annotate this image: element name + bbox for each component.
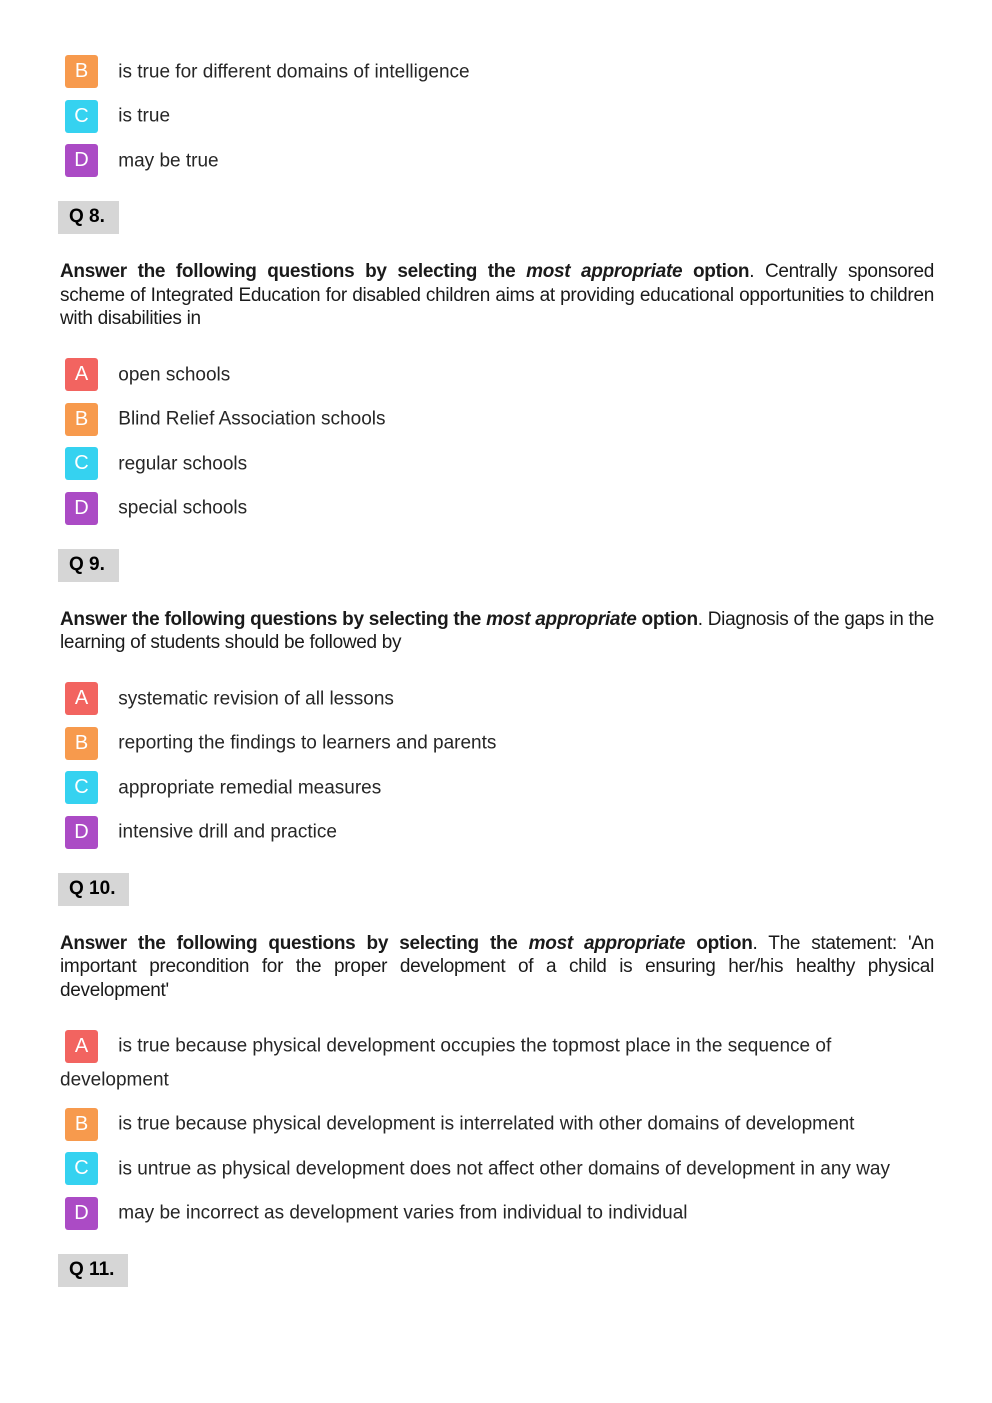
question-intro-bold: option — [693, 261, 750, 283]
option-text: is true because physical development occupies the topmost place in the sequence of development — [60, 1035, 832, 1091]
question-intro-bold: Answer the following questions by selecting the — [60, 261, 516, 283]
option-text: intensive drill and practice — [118, 821, 337, 843]
option-letter-badge[interactable]: C — [65, 100, 98, 133]
question-number-label: Q 8. — [58, 201, 119, 234]
question-body-text: The statement: 'An important precondition for the proper development of a child is ensuring her/his healthy physical development' — [60, 932, 934, 1001]
question-body-text: Centrally sponsored scheme of Integrated Education for disabled children aims at providing educational opportunities to children with disabilities in — [60, 261, 934, 330]
question-header — [58, 201, 934, 234]
option-letter-badge[interactable]: C — [65, 1152, 98, 1185]
option-text: may be true — [118, 150, 219, 172]
option-letter-badge[interactable]: C — [65, 771, 98, 804]
option-text: Blind Relief Association schools — [118, 408, 386, 430]
question-body-text: Diagnosis of the gaps in the learning of students should be followed by — [60, 608, 934, 654]
option-letter-badge[interactable]: D — [65, 492, 98, 525]
question-intro-separator: . — [749, 261, 765, 283]
question-text — [60, 932, 934, 1003]
option-text: may be incorrect as development varies from individual to individual — [118, 1202, 688, 1224]
question-text — [60, 608, 934, 655]
answer-option[interactable] — [60, 99, 934, 132]
option-letter-badge[interactable]: B — [65, 727, 98, 760]
answer-option[interactable] — [60, 358, 934, 391]
question-intro-bold: option — [641, 608, 698, 630]
options-group — [60, 1029, 934, 1229]
option-letter-badge[interactable]: A — [65, 358, 98, 391]
question-intro-bold: Answer the following questions by selecting the — [60, 608, 482, 630]
question-intro-separator: . — [697, 608, 708, 630]
option-letter-badge[interactable]: B — [65, 55, 98, 88]
question-intro-italic: most appropriate — [528, 932, 686, 954]
answer-option[interactable] — [60, 771, 934, 804]
question-header — [58, 873, 934, 906]
question-number-label: Q 9. — [58, 549, 119, 582]
option-letter-badge[interactable]: A — [65, 682, 98, 715]
option-letter-badge[interactable]: B — [65, 403, 98, 436]
option-text: reporting the findings to learners and parents — [118, 732, 497, 754]
questions-list — [60, 55, 934, 1287]
answer-option[interactable] — [60, 55, 934, 88]
option-text: systematic revision of all lessons — [118, 688, 394, 710]
question-intro-separator: . — [752, 932, 769, 954]
question-intro-bold: Answer the following questions by selecting the — [60, 932, 518, 954]
question-header — [58, 549, 934, 582]
answer-option[interactable] — [60, 144, 934, 177]
option-letter-badge[interactable]: D — [65, 1197, 98, 1230]
answer-option[interactable] — [60, 682, 934, 715]
answer-option[interactable] — [60, 726, 934, 759]
question-intro-bold: option — [696, 932, 753, 954]
option-text: appropriate remedial measures — [118, 777, 382, 799]
question-text — [60, 260, 934, 331]
option-letter-badge[interactable]: C — [65, 447, 98, 480]
option-text: open schools — [118, 364, 231, 386]
option-letter-badge[interactable]: B — [65, 1108, 98, 1141]
options-group — [60, 682, 934, 849]
answer-option[interactable] — [60, 1196, 934, 1229]
options-group — [60, 358, 934, 525]
answer-option[interactable] — [60, 402, 934, 435]
answer-option[interactable] — [60, 447, 934, 480]
answer-option[interactable] — [60, 1152, 934, 1185]
option-letter-badge[interactable]: D — [65, 816, 98, 849]
option-text: is true because physical development is interrelated with other domains of development — [118, 1113, 855, 1135]
question-number-label: Q 11. — [58, 1254, 128, 1287]
option-text: is untrue as physical development does not affect other domains of development in any way — [118, 1158, 890, 1180]
answer-option[interactable] — [60, 491, 934, 524]
option-letter-badge[interactable]: D — [65, 144, 98, 177]
option-letter-badge[interactable]: A — [65, 1030, 98, 1063]
question-header — [58, 1254, 934, 1287]
option-text: regular schools — [118, 453, 248, 475]
option-text: special schools — [118, 497, 248, 519]
answer-option[interactable] — [60, 1029, 934, 1096]
answer-option[interactable] — [60, 1107, 934, 1140]
option-text: is true — [118, 105, 171, 127]
question-intro-italic: most appropriate — [526, 261, 683, 283]
answer-option[interactable] — [60, 815, 934, 848]
question-number-label: Q 10. — [58, 873, 129, 906]
option-text: is true for different domains of intelligence — [118, 61, 470, 83]
question-intro-italic: most appropriate — [486, 608, 637, 630]
